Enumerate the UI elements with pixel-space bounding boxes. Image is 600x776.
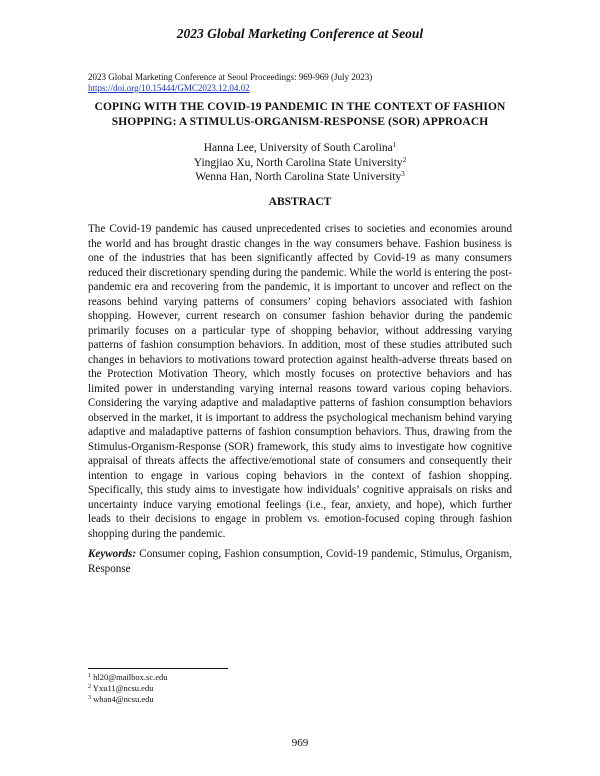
- footnote: [88, 683, 168, 694]
- footnotes: [88, 672, 168, 705]
- keywords-paragraph: [88, 547, 512, 576]
- author-name-affiliation: Hanna Lee, University of South Carolina: [203, 142, 393, 154]
- footnote-mark: 3: [88, 695, 91, 701]
- footnote: [88, 672, 168, 683]
- running-header: 2023 Global Marketing Conference at Seoul: [176, 26, 424, 41]
- footnote-mark: 1: [88, 673, 91, 679]
- author-line: [88, 156, 512, 171]
- footnote-email: whan4@ncsu.edu: [91, 694, 154, 704]
- author-name-affiliation: Wenna Han, North Carolina State University: [195, 171, 402, 183]
- author-footnote-mark: 3: [401, 170, 405, 178]
- footnote-mark: 2: [88, 684, 91, 690]
- author-line: [88, 141, 512, 156]
- keywords-text: Consumer coping, Fashion consumption, Covid-19 pandemic, Stimulus, Organism, Response: [88, 548, 512, 575]
- author-footnote-mark: 2: [402, 155, 407, 164]
- footnote-email: hl20@mailbox.sc.edu: [91, 672, 168, 682]
- proceedings-info: [88, 72, 372, 94]
- proceedings-citation: 2023 Global Marketing Conference at Seoul Proceedings: 969-969 (July 2023): [88, 72, 373, 82]
- page-number: 969: [291, 737, 309, 749]
- author-name-affiliation: Yingjiao Xu, North Carolina State University: [193, 156, 403, 169]
- abstract-body: The Covid-19 pandemic has caused unprecedented crises to societies and economies around the world and has brought drastic changes in the way consumers behave. Fashion business is one of the industries that has been significantly affected by Covid-19 as many consumers reduced their discretionary spending during the pandemic. While the world is entering the post-pandemic era and recovering from the pandemic, it is important to uncover and reflect on the reasons behind varying patterns of consumers’ coping behaviors associated with fashion shopping. However, current research on consumer fashion behavior during the pandemic primarily focuses on a particular type of shopping behavior, without addressing varying patterns of fashion consumption behaviors. In addition, most of these studies attributed such changes in behaviors to motivations toward protection against health-adverse threats based on the Protection Motivation Theory, which mostly focuses on protective behaviors and has limited power in understanding varying internal reasons toward various coping behaviors. Considering the varying adaptive and maladaptive patterns of fashion consumption behaviors observed in the market, it is important to address the psychological mechanism behind varying adaptive and maladaptive patterns of fashion consumption behaviors. Thus, drawing from the Stimulus-Organism-Response (SOR) framework, this study aims to investigate how cognitive appraisal of threats affects the affective/emotional state of consumers and consequently their intention to engage in various coping behaviors in the context of fashion shopping. Specifically, this study aims to investigate how individuals’ cognitive appraisals on risks and uncertainty induce varying emotional feelings (i.e., fear, anxiety, and hope), which further leads to their decisions to engage in problem vs. emotion-focused coping through fashion shopping during the pandemic.: [88, 223, 512, 540]
- footnote-divider: [88, 668, 228, 669]
- doi-link[interactable]: https://doi.org/10.15444/GMC2023.12.04.02: [88, 83, 250, 93]
- author-line: [88, 170, 512, 185]
- paper-title: COPING WITH THE COVID-19 PANDEMIC IN THE CONTEXT OF FASHION SHOPPING: A STIMULUS-ORGANISM-RESPONSE (SOR) APPROACH: [94, 101, 506, 128]
- author-list: [88, 141, 512, 185]
- footnote-email: Yxu11@ncsu.edu: [91, 683, 154, 693]
- keywords-label: Keywords:: [88, 548, 137, 560]
- footnote: [88, 694, 168, 705]
- abstract-heading: ABSTRACT: [268, 196, 332, 208]
- author-footnote-mark: 1: [392, 141, 397, 149]
